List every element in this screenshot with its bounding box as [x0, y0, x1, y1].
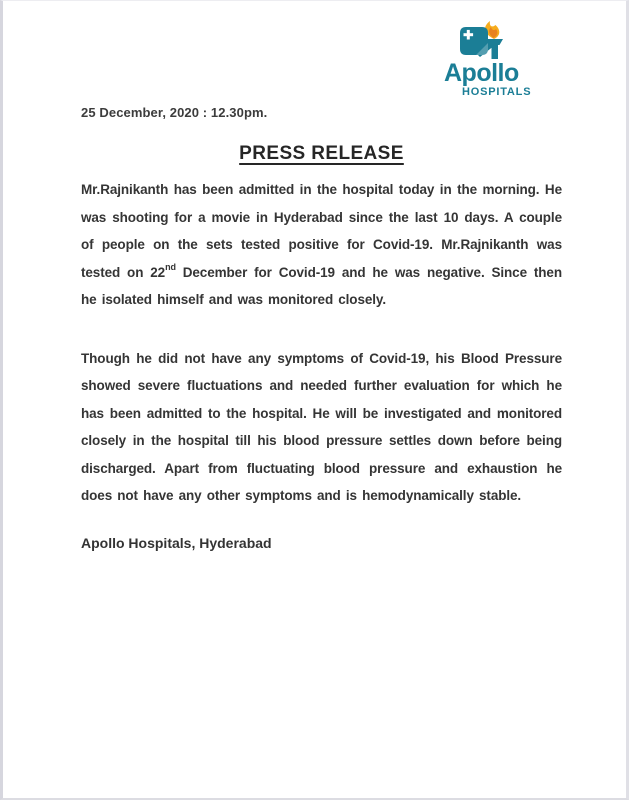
- paragraph-admission-text: Mr.Rajnikanth has been admitted in the hospital today in the morning. He was shooting for a movie in Hyderabad since the last 10 days. A couple of people on the sets tested positive for Covid-19. Mr.Rajnikanth was tested on 22: [81, 182, 562, 280]
- paragraph-condition: Though he did not have any symptoms of Covid-19, his Blood Pressure showed severe fluctuations and needed further evaluation for which he has been admitted to the hospital. He will be investigated and monitored closely in the hospital till his blood pressure settles down before being discharged. Apart from fluctuating blood pressure and exhaustion he does not have any other symptoms and is hemodynamically stable.: [81, 350, 562, 503]
- logo-brand-text: Apollo: [444, 59, 519, 87]
- logo-brand-subtext: HOSPITALS: [462, 86, 532, 98]
- paragraph-admission-text-continued: December for Covid-19 and he was negative. Since then he isolated himself and was monitored closely.: [81, 264, 562, 307]
- paragraph-admission: [81, 176, 562, 314]
- signature-line: Apollo Hospitals, Hyderabad: [81, 534, 272, 551]
- press-release-title: [81, 143, 562, 164]
- apollo-hospitals-logo: [444, 21, 559, 98]
- press-release-title-text: PRESS RELEASE: [239, 143, 404, 164]
- ordinal-superscript: nd: [165, 262, 176, 272]
- date-line: 25 December, 2020 : 12.30pm.: [81, 105, 268, 120]
